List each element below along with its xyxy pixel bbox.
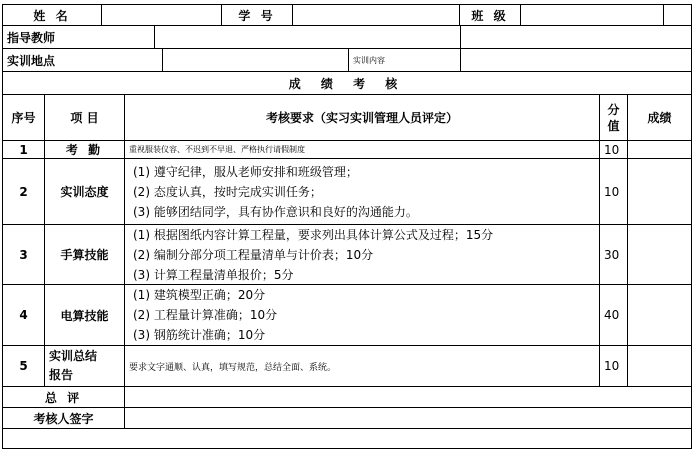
requirement-line: (3) 计算工程量清单报价；5分: [133, 267, 294, 282]
requirement-line: (3) 能够团结同学，具有协作意识和良好的沟通能力。: [133, 204, 418, 219]
col-requirements: 考核要求（实习实训管理人员评定）: [124, 94, 600, 141]
row-requirements: [124, 158, 600, 225]
row-index: 4: [2, 284, 45, 346]
col-points: [599, 94, 628, 141]
advisor-field[interactable]: [154, 25, 461, 49]
col-score: 成绩: [627, 94, 692, 141]
row-item: 考 勤: [44, 140, 125, 159]
class-field-extra[interactable]: [663, 4, 692, 26]
row-score[interactable]: [627, 224, 692, 285]
student-id-field[interactable]: [292, 4, 460, 26]
row-item: 手算技能: [44, 224, 125, 285]
advisor-label: 指导教师: [2, 25, 155, 49]
evaluation-form: [2, 4, 692, 449]
row-requirements: [124, 224, 600, 285]
total-field[interactable]: [124, 386, 692, 408]
row-index: 5: [2, 345, 45, 387]
student-id-label: 学 号: [221, 4, 293, 26]
requirement-line: (1) 遵守纪律，服从老师安排和班级管理；: [133, 164, 358, 179]
row-requirements: 重视服装仪容、不迟到不早退、严格执行请假制度: [124, 140, 600, 159]
content-field[interactable]: [460, 48, 692, 72]
examiner-label: 考核人签字: [2, 407, 125, 429]
col-index: 序号: [2, 94, 45, 141]
row-index: 1: [2, 140, 45, 159]
col-points-bottom: 值: [607, 118, 620, 133]
class-field[interactable]: [520, 4, 664, 26]
requirement-line: (1) 建筑模型正确；20分: [133, 288, 266, 302]
section-title: 成 绩 考 核: [2, 71, 692, 95]
row-points: 40: [599, 284, 628, 346]
row-score[interactable]: [627, 158, 692, 225]
row-item: [44, 345, 125, 387]
row-index: 2: [2, 158, 45, 225]
col-points-top: 分: [607, 102, 620, 117]
requirement-line: (2) 工程量计算准确；10分: [133, 308, 278, 322]
row-item: 实训态度: [44, 158, 125, 225]
row-item-line: 实训总结: [49, 349, 98, 363]
row-item-line: 报告: [49, 368, 74, 382]
bottom-blank-row: [2, 428, 692, 449]
row-index: 3: [2, 224, 45, 285]
requirement-line: (2) 态度认真，按时完成实训任务；: [133, 184, 322, 199]
col-item: 项 目: [44, 94, 125, 141]
requirement-line: (1) 根据图纸内容计算工程量，要求列出具体计算公式及过程；15分: [133, 227, 494, 242]
content-label: 实训内容: [348, 48, 461, 72]
row-requirements: [124, 284, 600, 346]
name-label: 姓 名: [2, 4, 102, 26]
location-field[interactable]: [162, 48, 349, 72]
total-label: 总 评: [2, 386, 125, 408]
requirement-line: (3) 钢筋统计准确；10分: [133, 328, 266, 342]
examiner-signature-field[interactable]: [124, 407, 692, 429]
row-points: 10: [599, 140, 628, 159]
row-score[interactable]: [627, 140, 692, 159]
row-score[interactable]: [627, 345, 692, 387]
class-label: 班 级: [459, 4, 521, 26]
requirement-line: (2) 编制分部分项工程量清单与计价表；10分: [133, 247, 374, 262]
advisor-field-right[interactable]: [460, 25, 692, 49]
name-field[interactable]: [101, 4, 222, 26]
location-label: 实训地点: [2, 48, 163, 72]
row-points: 10: [599, 345, 628, 387]
row-score[interactable]: [627, 284, 692, 346]
row-points: 10: [599, 158, 628, 225]
row-requirements: 要求文字通顺、认真，填写规范，总结全面、系统。: [124, 345, 600, 387]
row-points: 30: [599, 224, 628, 285]
row-item: 电算技能: [44, 284, 125, 346]
